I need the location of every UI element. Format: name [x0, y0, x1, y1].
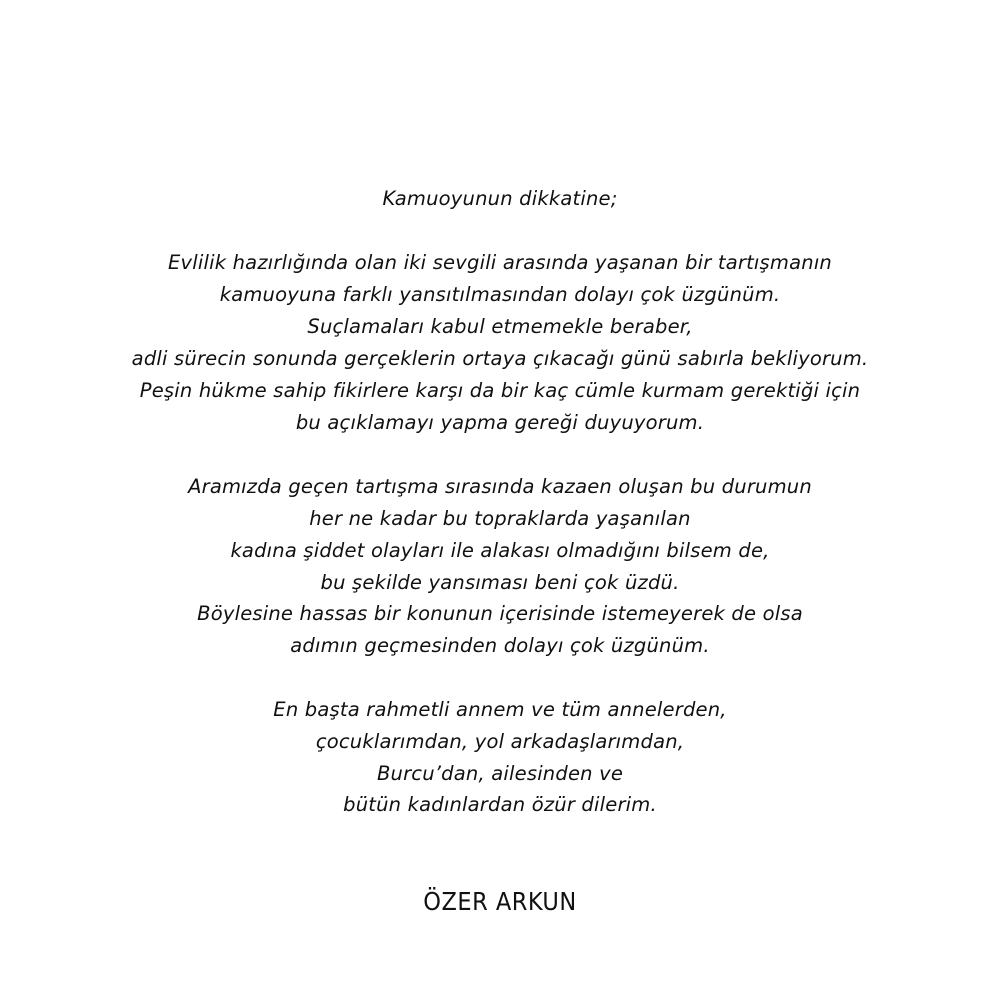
signature: ÖZER ARKUN [423, 887, 577, 916]
paragraph-1-line-1: Evlilik hazırlığında olan iki sevgili arasında yaşanan bir tartışmanın [168, 251, 832, 274]
paragraph-3-line-1: En başta rahmetli annem ve tüm annelerden, [273, 698, 727, 721]
paragraph-3-line-4: bütün kadınlardan özür dilerim. [343, 793, 657, 816]
paragraph-2-line-5: Böylesine hassas bir konunun içerisinde istemeyerek de olsa [197, 602, 803, 625]
paragraph-2-line-4: bu şekilde yansıması beni çok üzdü. [320, 571, 680, 594]
paragraph-3-line-3: Burcu’dan, ailesinden ve [376, 762, 624, 785]
paragraph-1-line-5: Peşin hükme sahip fikirlere karşı da bir kaç cümle kurmam gerektiği için [139, 379, 861, 402]
paragraph-1-line-3: Suçlamaları kabul etmemekle beraber, [307, 315, 693, 338]
paragraph-2-line-6: adımın geçmesinden dolayı çok üzgünüm. [290, 634, 710, 657]
paragraph-1-line-2: kamuoyuna farklı yansıtılmasından dolayı çok üzgünüm. [219, 283, 781, 306]
paragraph-2-line-3: kadına şiddet olayları ile alakası olmadığını bilsem de, [230, 539, 770, 562]
paragraph-2-line-1: Aramızda geçen tartışma sırasında kazaen oluşan bu durumun [188, 475, 812, 498]
salutation: Kamuoyunun dikkatine; [382, 187, 618, 210]
paragraph-1-line-4: adli sürecin sonunda gerçeklerin ortaya çıkacağı günü sabırla bekliyorum. [131, 347, 869, 370]
paragraph-2-line-2: her ne kadar bu topraklarda yaşanılan [309, 507, 691, 530]
paragraph-1-line-6: bu açıklamayı yapma gereği duyuyorum. [295, 411, 705, 434]
paragraph-3-line-2: çocuklarımdan, yol arkadaşlarımdan, [315, 730, 685, 753]
